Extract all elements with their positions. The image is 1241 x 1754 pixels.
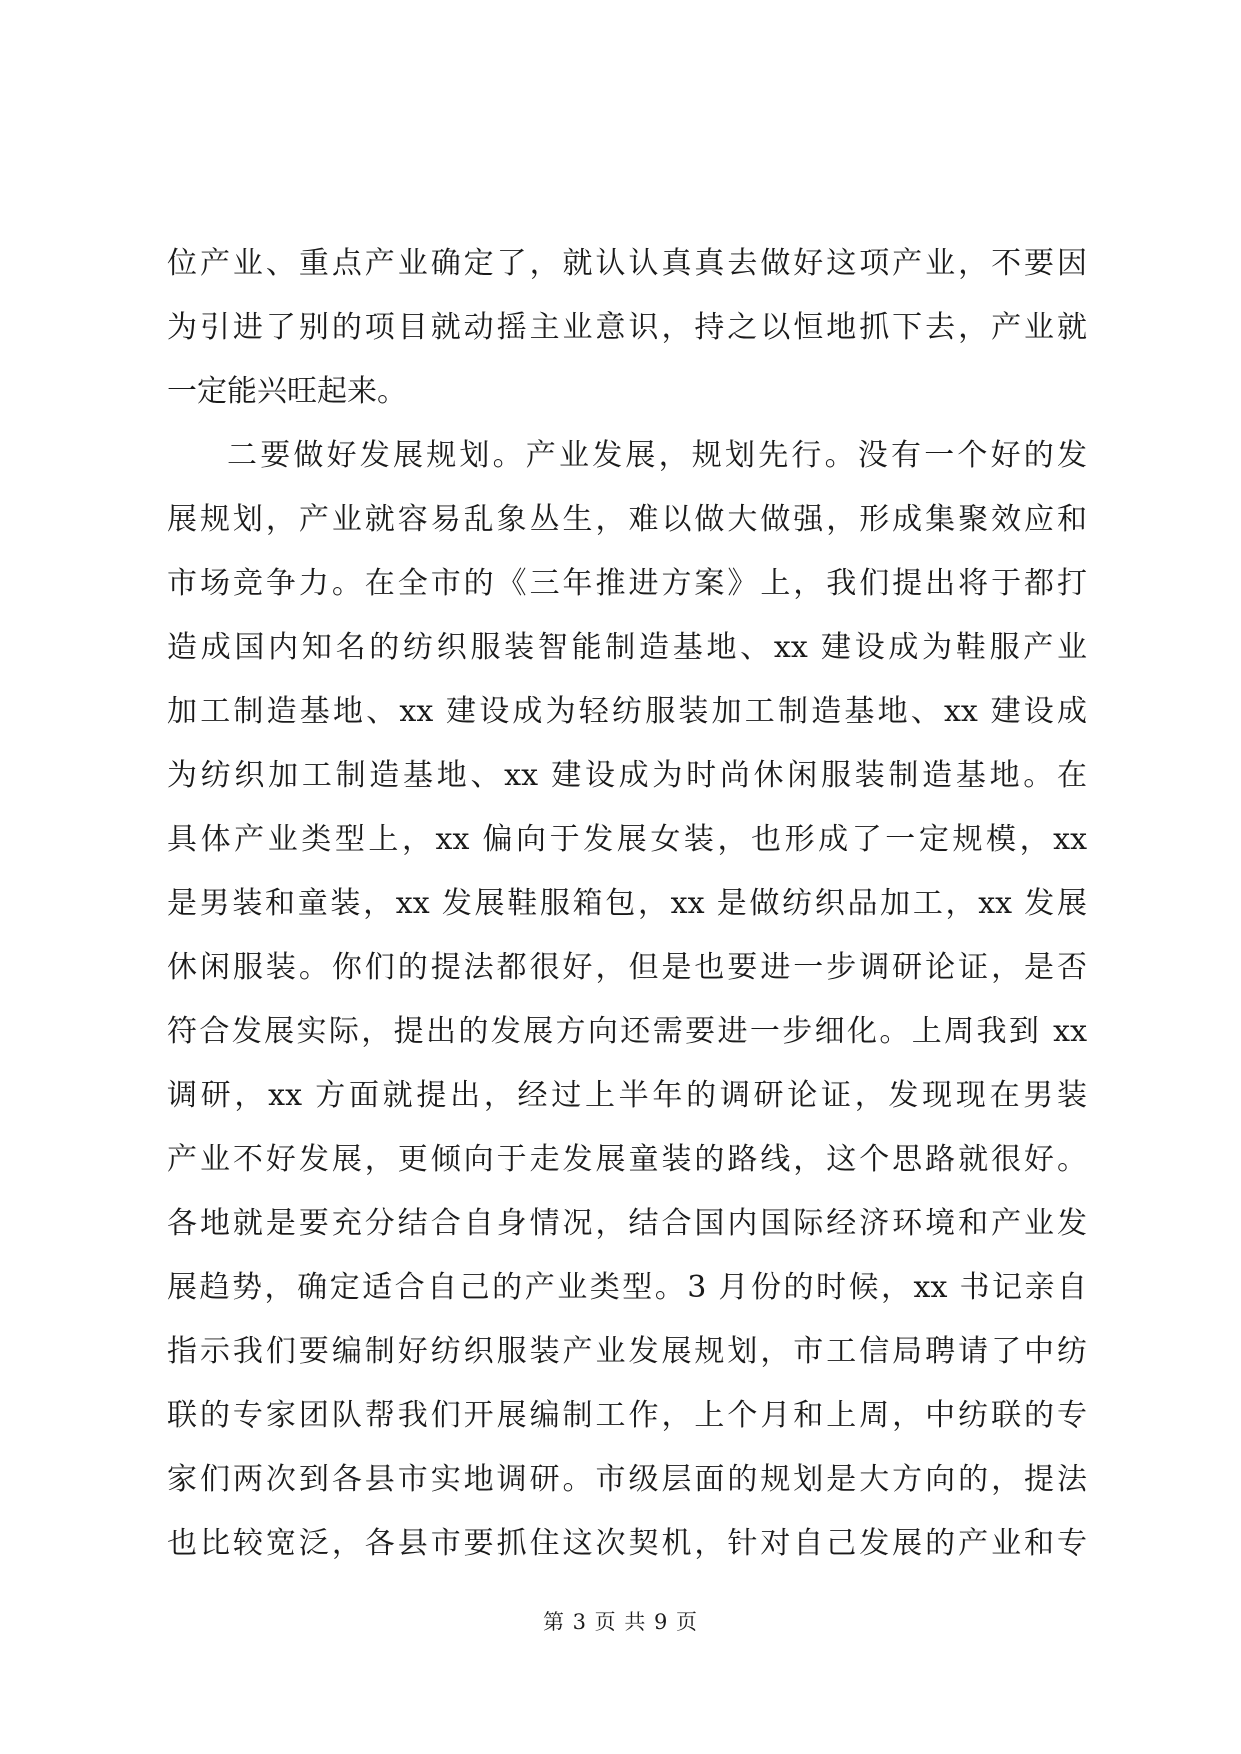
text-line: 休闲服装。你们的提法都很好，但是也要进一步调研论证，是否 (167, 950, 1087, 985)
text-line: 造成国内知名的纺织服装智能制造基地、xx 建设成为鞋服产业 (167, 630, 1087, 665)
text-line: 一定能兴旺起来。 (167, 374, 407, 409)
page-number-footer: 第 3 页 共 9 页 (542, 1610, 699, 1634)
text-line: 展趋势，确定适合自己的产业类型。3 月份的时候，xx 书记亲自 (167, 1270, 1087, 1305)
text-line: 为引进了别的项目就动摇主业意识，持之以恒地抓下去，产业就 (167, 310, 1087, 345)
text-line: 符合发展实际，提出的发展方向还需要进一步细化。上周我到 xx (167, 1014, 1087, 1049)
text-line: 具体产业类型上，xx 偏向于发展女装，也形成了一定规模，xx (167, 822, 1087, 857)
text-line: 是男装和童装，xx 发展鞋服箱包，xx 是做纺织品加工，xx 发展 (167, 886, 1087, 921)
text-line: 展规划，产业就容易乱象丛生，难以做大做强，形成集聚效应和 (167, 502, 1087, 537)
text-line: 调研，xx 方面就提出，经过上半年的调研论证，发现现在男装 (167, 1078, 1087, 1113)
text-line: 联的专家团队帮我们开展编制工作，上个月和上周，中纺联的专 (167, 1398, 1087, 1433)
paragraph-start-line: 二要做好发展规划。产业发展，规划先行。没有一个好的发 (227, 438, 1087, 473)
body-text (167, 232, 1087, 1576)
text-line: 各地就是要充分结合自身情况，结合国内国际经济环境和产业发 (167, 1206, 1087, 1241)
text-line: 为纺织加工制造基地、xx 建设成为时尚休闲服装制造基地。在 (167, 758, 1087, 793)
text-line: 家们两次到各县市实地调研。市级层面的规划是大方向的，提法 (167, 1462, 1087, 1497)
text-line: 位产业、重点产业确定了，就认认真真去做好这项产业，不要因 (167, 246, 1087, 281)
text-line: 加工制造基地、xx 建设成为轻纺服装加工制造基地、xx 建设成 (167, 694, 1087, 729)
text-line: 市场竞争力。在全市的《三年推进方案》上，我们提出将于都打 (167, 566, 1087, 601)
text-line: 指示我们要编制好纺织服装产业发展规划，市工信局聘请了中纺 (167, 1334, 1087, 1369)
text-line: 产业不好发展，更倾向于走发展童装的路线，这个思路就很好。 (167, 1142, 1087, 1177)
text-line: 也比较宽泛，各县市要抓住这次契机，针对自己发展的产业和专 (167, 1526, 1087, 1561)
